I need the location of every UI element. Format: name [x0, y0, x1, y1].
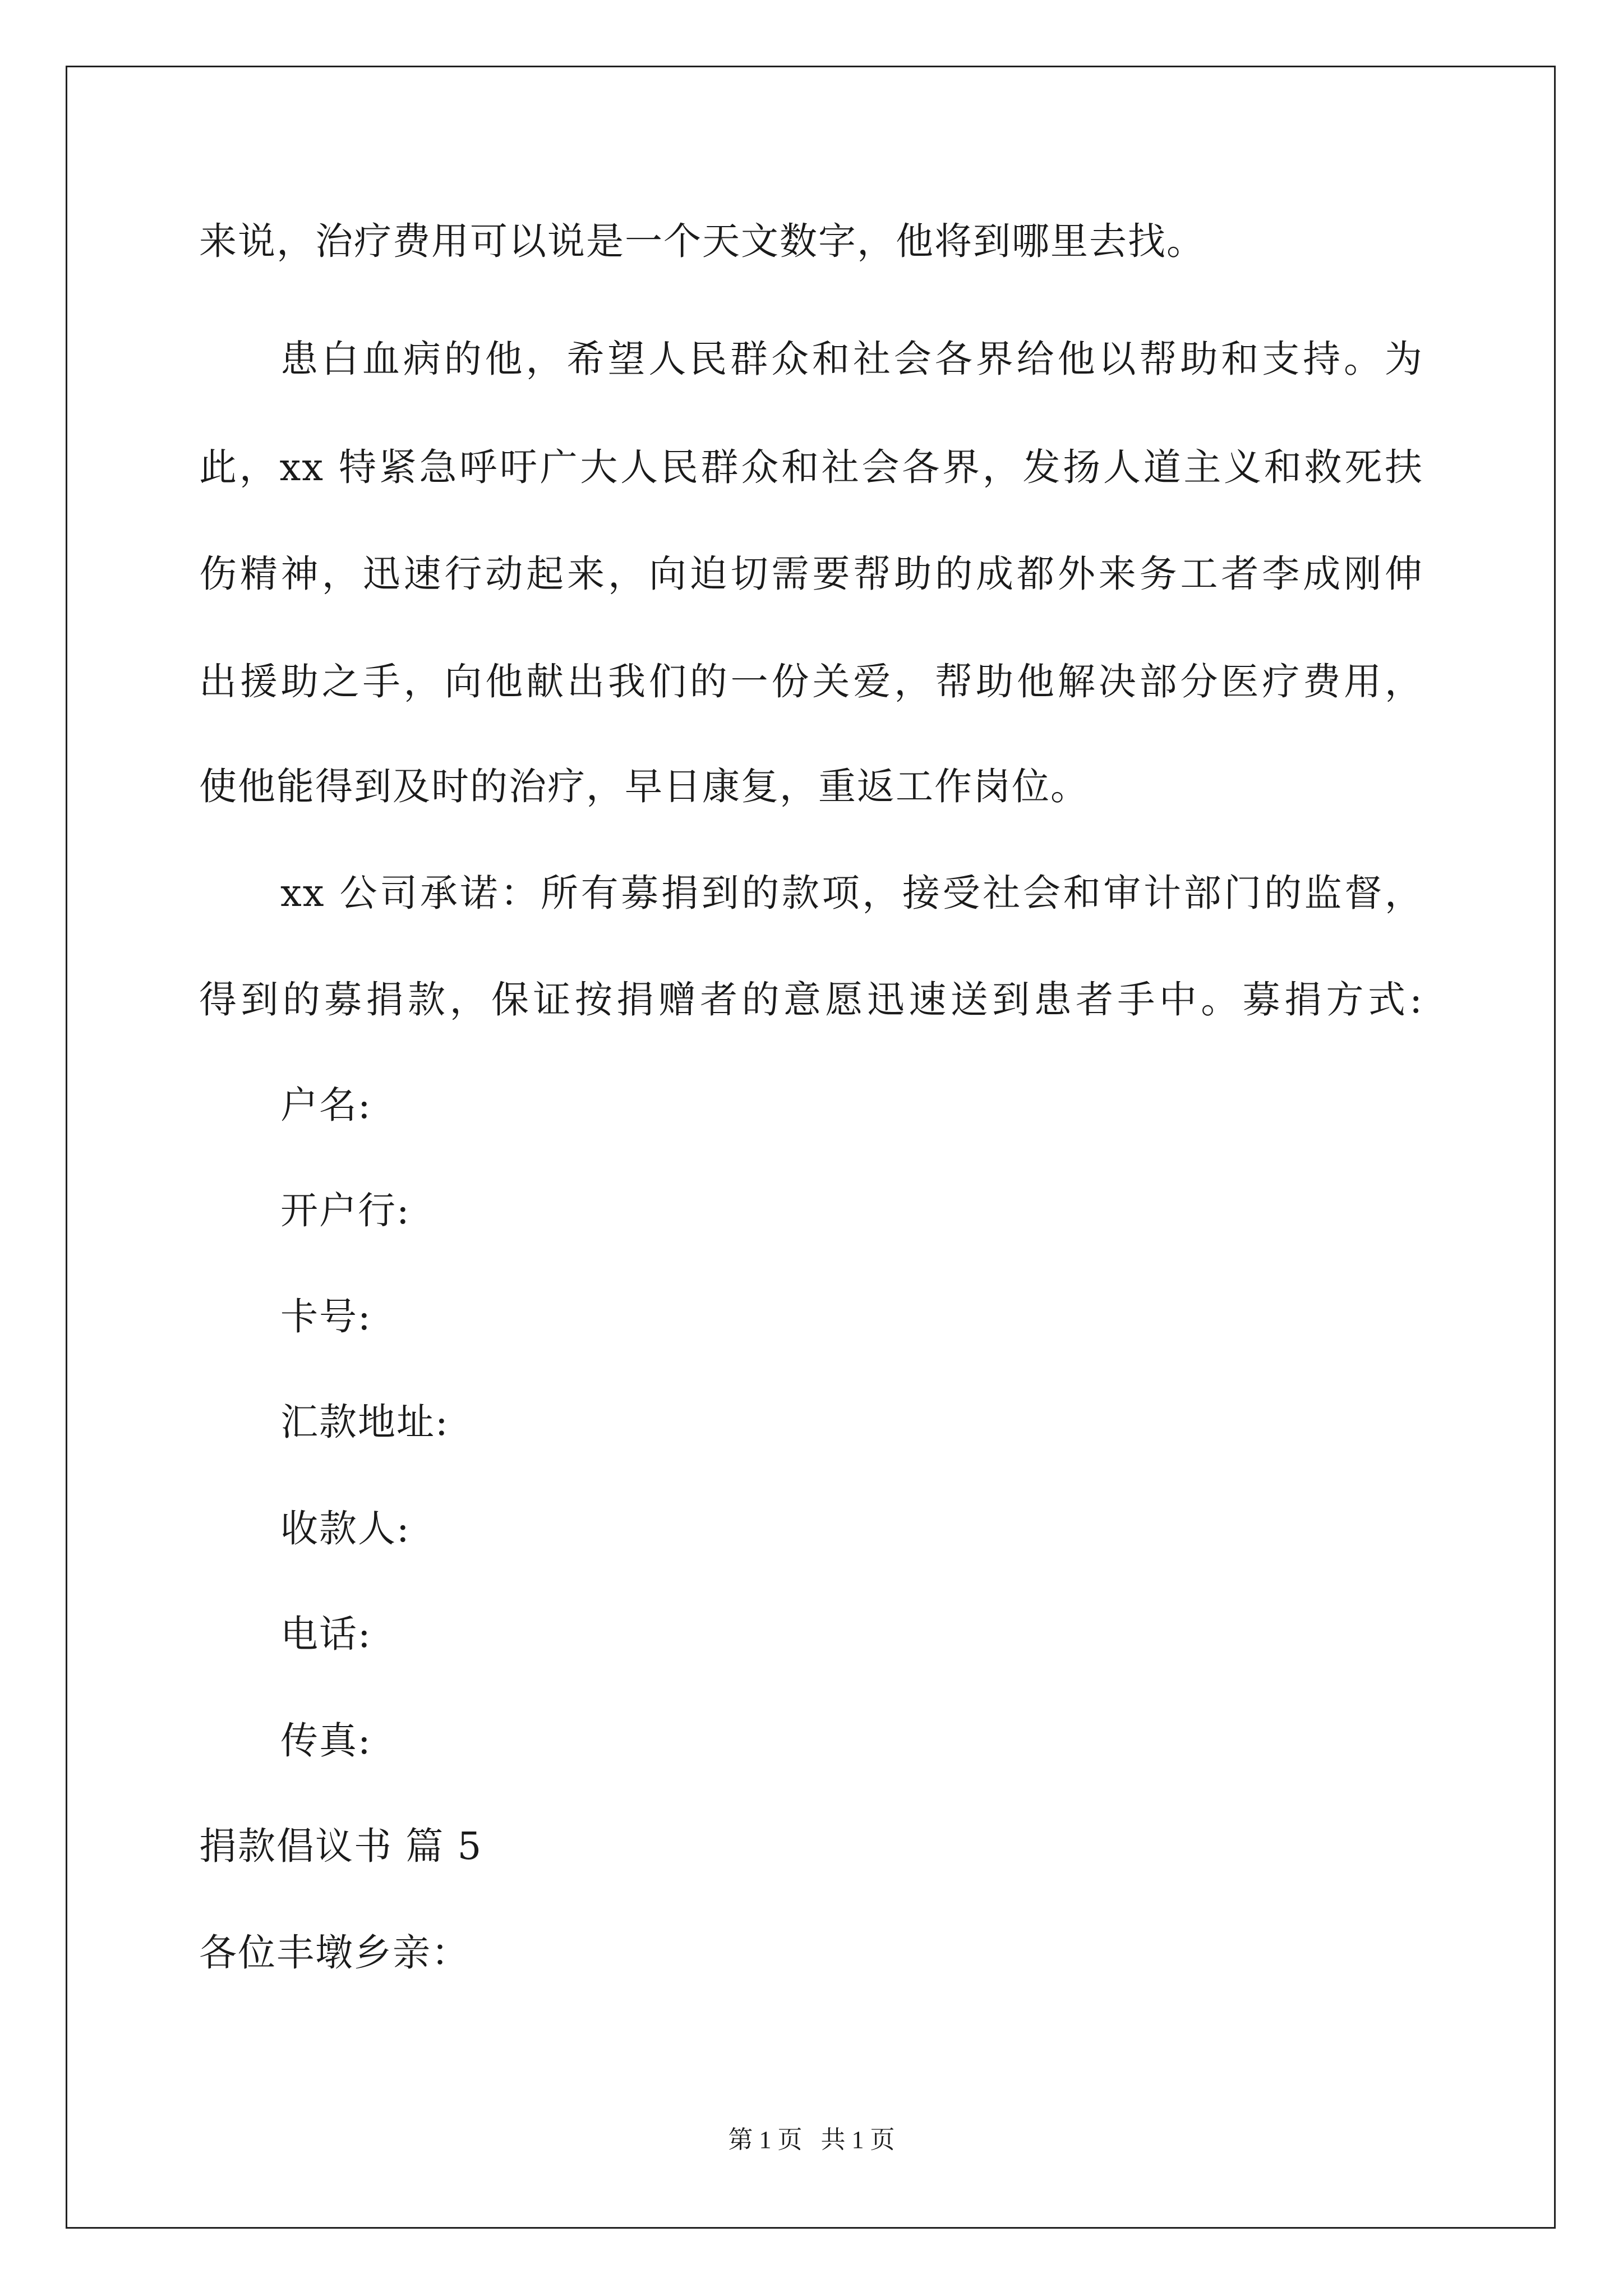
account-name-label: 户名: — [280, 1083, 372, 1127]
paragraph-3-line-1: xx 公司承诺：所有募捐到的款项，接受社会和审计部门的监督， — [280, 871, 1423, 915]
paragraph-3-line-2: 得到的募捐款，保证按捐赠者的意愿迅速送到患者手中。募捐方式: — [199, 978, 1423, 1022]
phone-label: 电话: — [280, 1612, 372, 1656]
paragraph-2-line-2: 此，xx 特紧急呼吁广大人民群众和社会各界，发扬人道主义和救死扶 — [199, 445, 1423, 489]
fax-label: 传真: — [280, 1719, 372, 1763]
paragraph-2-line-4: 出援助之手，向他献出我们的一份关爱，帮助他解决部分医疗费用， — [199, 660, 1423, 703]
bank-label: 开户行: — [280, 1189, 411, 1232]
paragraph-1-line-1: 来说，治疗费用可以说是一个天文数字，他将到哪里去找。 — [199, 219, 1205, 263]
card-number-label: 卡号: — [280, 1295, 372, 1338]
payee-label: 收款人: — [280, 1507, 411, 1550]
paragraph-2-line-1: 患白血病的他，希望人民群众和社会各界给他以帮助和支持。为 — [280, 337, 1423, 381]
section-heading: 捐款倡议书 篇 5 — [199, 1824, 483, 1868]
salutation: 各位丰墩乡亲： — [199, 1931, 470, 1975]
paragraph-2-line-3: 伤精神，迅速行动起来，向迫切需要帮助的成都外来务工者李成刚伸 — [199, 552, 1423, 596]
paragraph-2-line-5: 使他能得到及时的治疗，早日康复，重返工作岗位。 — [199, 765, 1089, 808]
page-frame — [66, 66, 1556, 2229]
remittance-address-label: 汇款地址: — [280, 1400, 449, 1444]
page-footer: 第 1 页 共 1 页 — [728, 2126, 895, 2154]
